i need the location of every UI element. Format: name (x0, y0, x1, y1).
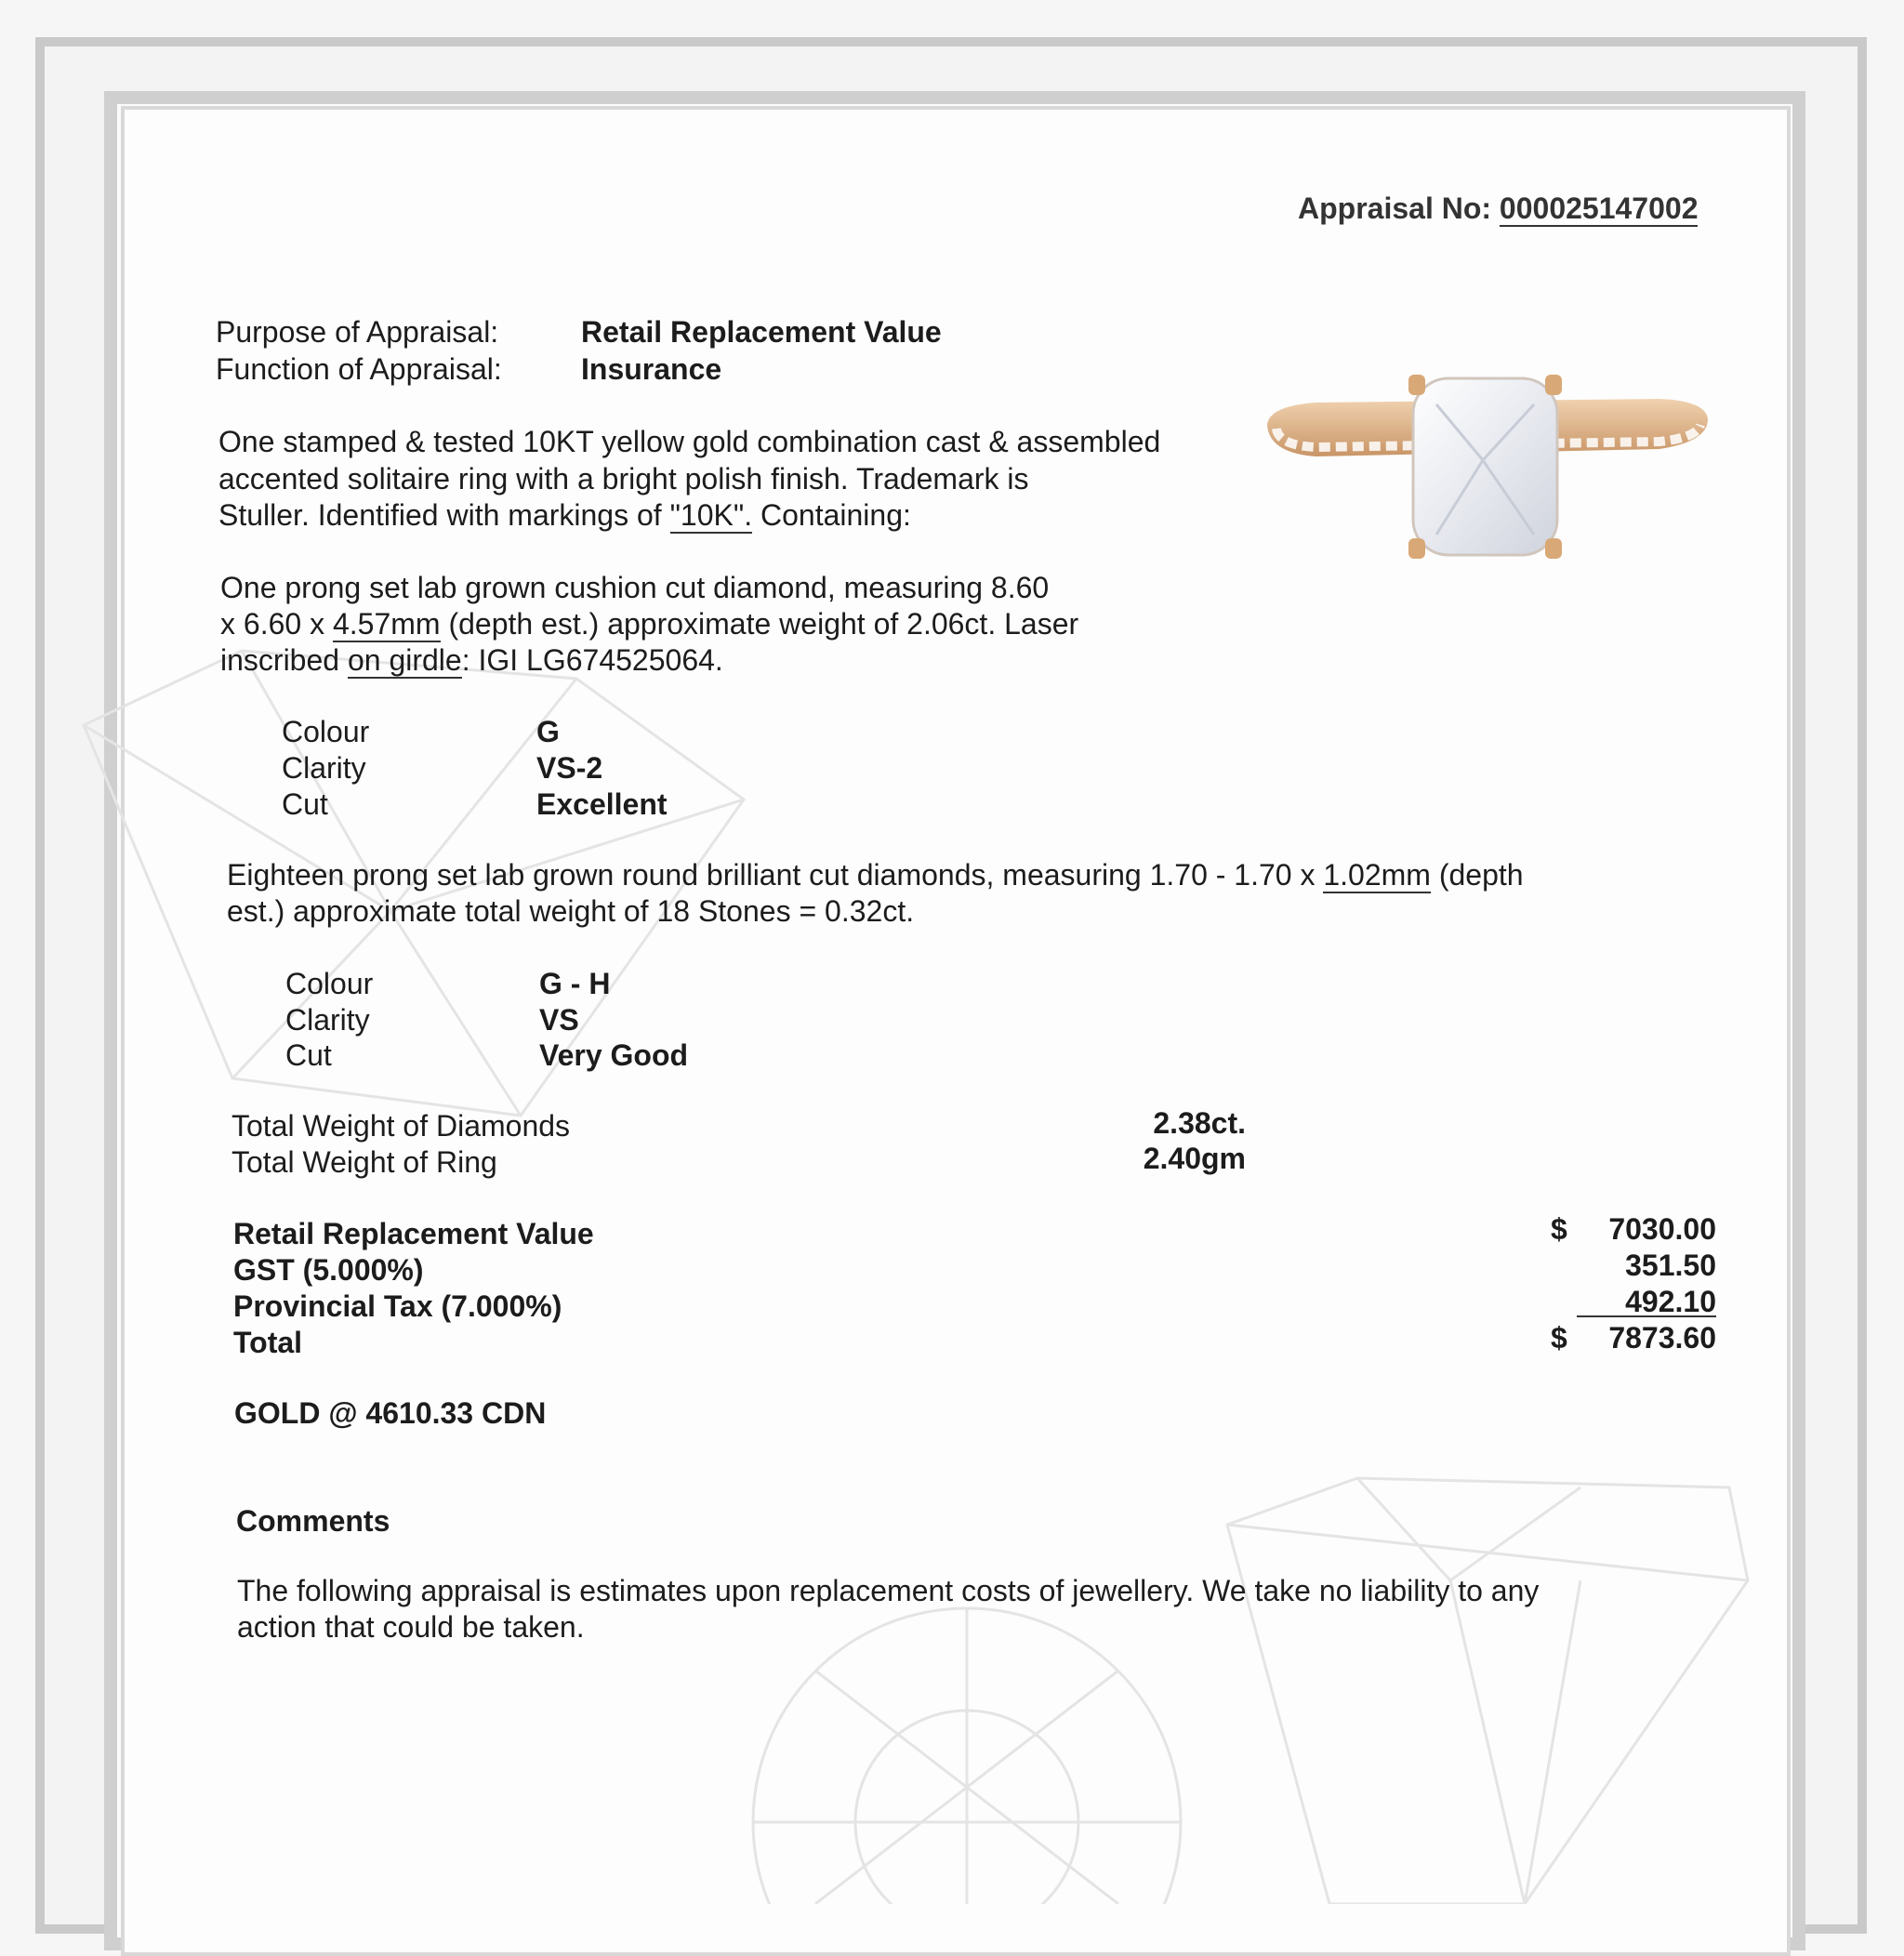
valuation-amount: 351.50 (1625, 1249, 1716, 1282)
valuation-label: Provincial Tax (7.000%) (233, 1289, 562, 1323)
comments-heading: Comments (236, 1504, 390, 1538)
center-grade-label: Colour (282, 715, 370, 748)
total-weight-ring-label: Total Weight of Ring (231, 1145, 497, 1179)
currency-symbol: $ (1551, 1212, 1567, 1246)
description-text: Containing: (752, 498, 911, 532)
accent-grade-label: Cut (285, 1038, 332, 1072)
purpose-value: Retail Replacement Value (581, 315, 942, 349)
valuation-amount: 7030.00 (1608, 1212, 1716, 1246)
valuation-total-amount: 7873.60 (1608, 1321, 1716, 1355)
center-stone-text: x 6.60 x (220, 607, 333, 641)
valuation-amount: 492.10 (1625, 1285, 1716, 1318)
total-weight-diamonds-value: 2.38ct. (1153, 1106, 1246, 1140)
comments-line-1: The following appraisal is estimates upon replacement costs of jewellery. We take no liability to any (237, 1574, 1540, 1607)
accent-grade-label: Colour (285, 967, 374, 1000)
comments-line-2: action that could be taken. (237, 1610, 585, 1644)
accent-grade-value: Very Good (539, 1038, 689, 1072)
total-weight-diamonds-label: Total Weight of Diamonds (231, 1109, 571, 1143)
accent-stones-text: Eighteen prong set lab grown round brilliant cut diamonds, measuring 1.70 - 1.70 x (227, 858, 1324, 892)
center-stone-line-3 (220, 641, 723, 679)
subtotal-rule (1577, 1315, 1716, 1317)
center-stone-depth: 4.57mm (332, 607, 441, 641)
description-line-3 (218, 496, 911, 534)
center-grade-label: Cut (282, 787, 328, 821)
center-stone-text: inscribed (220, 643, 348, 677)
hallmark: "10K". (669, 498, 753, 532)
purpose-label: Purpose of Appraisal: (216, 315, 499, 349)
function-label: Function of Appraisal: (216, 352, 502, 386)
description-line-2: accented solitaire ring with a bright polish finish. Trademark is (218, 462, 1029, 496)
gold-price: GOLD @ 4610.33 CDN (234, 1396, 547, 1430)
ring-photo (1260, 367, 1715, 567)
accent-grade-value: VS (539, 1003, 579, 1037)
currency-symbol: $ (1551, 1321, 1567, 1355)
center-stone-text: : IGI LG674525064. (461, 643, 723, 677)
center-grade-label: Clarity (282, 751, 366, 785)
appraisal-number: 000025147002 (1499, 192, 1699, 225)
center-grade-value: Excellent (536, 787, 668, 821)
accent-stones-line-1 (227, 856, 1524, 893)
center-grade-value: G (536, 715, 560, 748)
center-grade-value: VS-2 (536, 751, 603, 785)
center-stone-line-2 (220, 605, 1078, 642)
valuation-label: Retail Replacement Value (233, 1217, 594, 1250)
description-text: Stuller. Identified with markings of (218, 498, 670, 532)
center-stone-text: (depth est.) approximate weight of 2.06ct. Laser (440, 607, 1079, 641)
valuation-label: GST (5.000%) (233, 1253, 424, 1287)
accent-grade-label: Clarity (285, 1003, 370, 1037)
accent-stones-text: (depth (1430, 858, 1524, 892)
valuation-label: Total (233, 1326, 303, 1359)
center-stone-line-1: One prong set lab grown cushion cut diamond, measuring 8.60 (220, 571, 1050, 604)
accent-grade-value: G - H (539, 967, 611, 1000)
accent-stones-depth: 1.02mm (1323, 858, 1431, 892)
function-value: Insurance (581, 352, 722, 386)
center-stone-girdle: on girdle (347, 643, 462, 677)
appraisal-number-label: Appraisal No: (1298, 192, 1492, 225)
appraisal-number-row (1298, 190, 1698, 227)
accent-stones-line-2: est.) approximate total weight of 18 Stones = 0.32ct. (227, 894, 915, 928)
total-weight-ring-value: 2.40gm (1143, 1142, 1246, 1175)
description-line-1: One stamped & tested 10KT yellow gold combination cast & assembled (218, 425, 1161, 458)
